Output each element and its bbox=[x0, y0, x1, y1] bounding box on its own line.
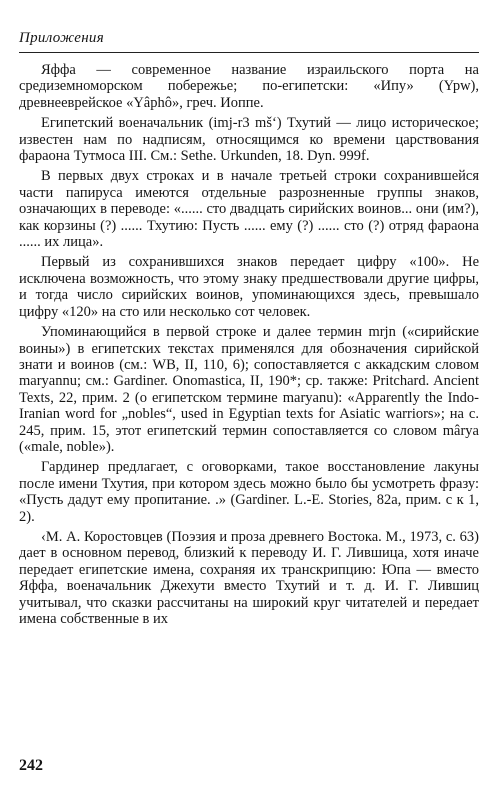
page-number: 242 bbox=[19, 757, 43, 774]
paragraph-mrjn-term: Упоминающийся в первой строке и далее термин mrjn («сирийские воины») в египетских текстах применялся для обозначения сирийской знати и воинов (см.: WB, II, 110, 6); сопоставляется с аккадским словом maryannu; см.: Gardiner. Onomastica, II, 190*; ср. также: Pritchard. Ancient Texts, 22, прим. 2 (о египетском термине maryanu): «Apparently the Indo-Iranian word for „nobles“, used in Egyptian texts for Asiatic warriors»; на с. 245, прим. 15, этот египетский термин сопоставляется со словом mârya («male, noble»). bbox=[19, 324, 479, 455]
paragraph-korostovtsev: ‹М. А. Коростовцев (Поэзия и проза древнего Востока. М., 1973, с. 63) дает в основном перевод, близкий к переводу И. Г. Лившица, хотя иначе передает египетские имена, сохраняя их транскрипцию: Юпа — вместо Яффа, военачальник Джехути вместо Тхутий и т. д. И. Г. Лившиц учитывал, что сказки рассчитаны на широкий круг читателей и передает имена собственные в их bbox=[19, 528, 479, 627]
running-head: Приложения bbox=[19, 30, 105, 46]
paragraph-jaffa: Яффа — современное название израильского порта на средиземноморском побережье; по-египетски: «Ипу» (Ypw), древнееврейское «Yâphô», греч. Иоппе. bbox=[19, 62, 479, 111]
paragraph-thutiy: Египетский военачальник (imj-r3 mš‘) Тхутий — лицо историческое; известен нам по надписям, относящимся ко времени царствования фараона Тутмоса III. См.: Sethe. Urkunden, 18. Dyn. 999f. bbox=[19, 115, 479, 165]
paragraph-papyrus-lines: В первых двух строках и в начале третьей строки сохранившейся части папируса имеются отдельные разрозненные группы знаков, означающих в переводе: «...... сто двадцать сирийских воинов... они (им?), как корзины (?) ...... Тхутию: Пусть ...... ему (?) ...... сто (?) отряд фараона ...... их лица». bbox=[19, 168, 479, 251]
header-rule bbox=[19, 52, 479, 53]
paragraph-gardiner: Гардинер предлагает, с оговорками, такое восстановление лакуны после имени Тхутия, при котором здесь можно было бы усмотреть фразу: «Пусть дадут ему пропитание. .» (Gardiner. L.-E. Stories, 82a, прим. с к 1, 2). bbox=[19, 459, 479, 525]
body-text bbox=[19, 62, 479, 631]
paragraph-number-100: Первый из сохранившихся знаков передает цифру «100». Не исключена возможность, что этому знаку предшествовали другие цифры, и тогда число сирийских воинов, упоминающихся здесь, превышало цифру «120» на сто или несколько сот человек. bbox=[19, 254, 479, 320]
